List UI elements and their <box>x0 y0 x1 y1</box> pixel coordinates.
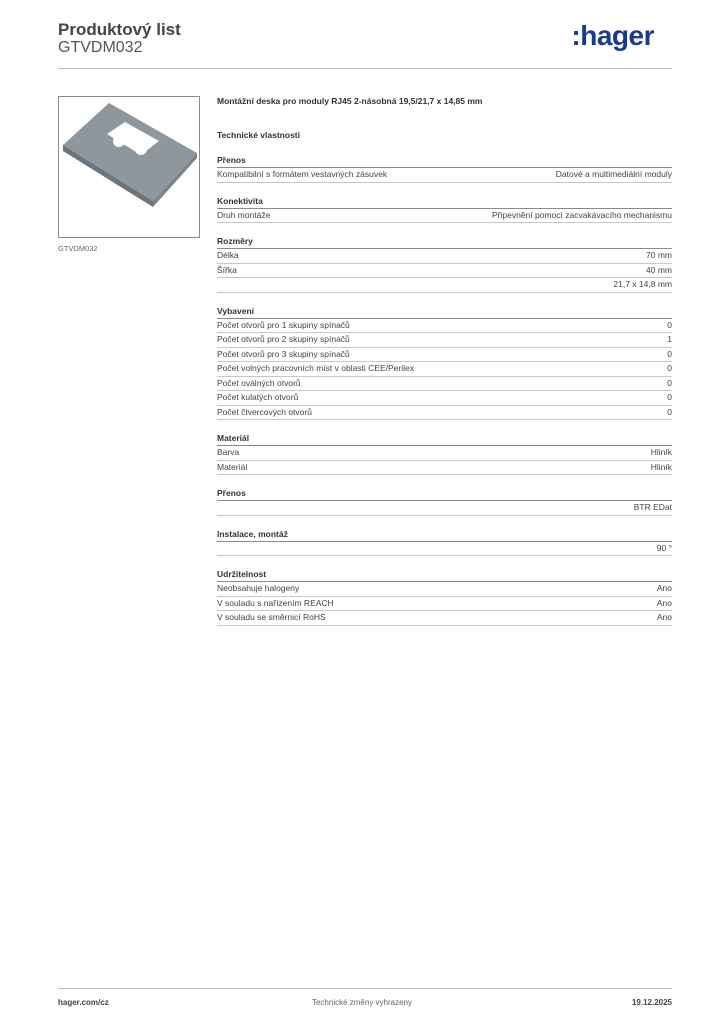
property-label: Neobsahuje halogeny <box>217 583 300 593</box>
property-row <box>217 611 672 626</box>
property-row <box>217 461 672 476</box>
section-title: Vybavení <box>217 306 672 319</box>
property-label: Počet otvorů pro 1 skupiny spínačů <box>217 319 350 330</box>
property-row <box>217 333 672 348</box>
property-label: Počet kulatých otvorů <box>217 392 299 402</box>
property-label: V souladu se směrnicí RoHS <box>217 612 326 622</box>
property-row <box>217 406 672 421</box>
property-value: Ano <box>656 612 672 622</box>
property-row <box>217 501 672 516</box>
property-value: 40 mm <box>646 264 672 275</box>
footer-divider <box>58 988 672 989</box>
mounting-plate-image <box>59 97 199 237</box>
property-row <box>217 168 672 183</box>
property-value: 0 <box>667 377 672 388</box>
property-label: Počet otvorů pro 3 skupiny spínačů <box>217 348 350 359</box>
section-title: Přenos <box>217 155 672 168</box>
property-value: 0 <box>667 348 672 359</box>
header-divider <box>58 68 672 69</box>
property-value: Datové a multimediální moduly <box>555 169 672 179</box>
property-row <box>217 362 672 377</box>
property-value: 0 <box>667 406 672 417</box>
section-title: Přenos <box>217 488 672 501</box>
document-title: Produktový list <box>58 20 181 39</box>
footer-date: 19.12.2025 <box>631 998 672 1007</box>
section-title: Udržitelnost <box>217 569 672 582</box>
property-label: Druh montáže <box>217 209 271 220</box>
property-section <box>217 155 672 183</box>
section-title: Instalace, montáž <box>217 529 672 542</box>
property-value: Ano <box>656 583 672 593</box>
page-header <box>58 20 672 68</box>
section-title: Konektivita <box>217 196 672 209</box>
hager-logo: :hager <box>571 20 654 51</box>
property-value: Hliník <box>650 447 672 457</box>
product-details <box>217 96 672 626</box>
property-label: Počet volných pracovních míst v oblasti CEE/Perilex <box>217 363 414 373</box>
property-row <box>217 249 672 264</box>
property-label: Počet otvorů pro 2 skupiny spínačů <box>217 334 350 344</box>
property-label: Počet čtvercových otvorů <box>217 406 312 417</box>
property-row <box>217 278 672 293</box>
property-row <box>217 209 672 224</box>
property-row <box>217 597 672 612</box>
property-label: Barva <box>217 447 240 457</box>
property-label: V souladu s nařízením REACH <box>217 597 334 608</box>
property-value: BTR EDat <box>633 502 672 512</box>
property-value: 1 <box>667 334 672 344</box>
product-description: Montážní deska pro moduly RJ45 2-násobná 19,5/21,7 x 14,85 mm <box>217 96 483 106</box>
section-title: Materiál <box>217 433 672 446</box>
product-image-frame <box>58 96 200 238</box>
footer-notice: Technické změny vyhrazeny <box>311 998 413 1007</box>
property-row <box>217 319 672 334</box>
section-title: Rozměry <box>217 236 672 249</box>
property-value: 21,7 x 14,8 mm <box>613 279 672 289</box>
property-row <box>217 264 672 279</box>
property-row <box>217 542 672 557</box>
property-row <box>217 391 672 406</box>
property-row <box>217 446 672 461</box>
footer-website: hager.com/cz <box>58 998 109 1007</box>
property-value: 0 <box>667 319 672 330</box>
property-label: Počet oválných otvorů <box>217 377 301 388</box>
property-row <box>217 582 672 597</box>
image-caption: GTVDM032 <box>58 244 98 253</box>
property-row <box>217 348 672 363</box>
properties-sections <box>217 155 672 626</box>
property-value: 0 <box>667 363 672 373</box>
property-value: Ano <box>656 597 672 608</box>
property-label: Materiál <box>217 461 248 472</box>
property-section <box>217 529 672 557</box>
property-section <box>217 433 672 475</box>
property-section <box>217 306 672 421</box>
product-code: GTVDM032 <box>58 39 143 56</box>
property-value: 90 ° <box>656 542 672 553</box>
property-section <box>217 488 672 516</box>
property-section <box>217 569 672 626</box>
technical-properties-heading: Technické vlastnosti <box>217 130 300 140</box>
property-label: Šířka <box>217 264 237 275</box>
property-value: 0 <box>667 392 672 402</box>
property-value: Připevnění pomocí zacvakávacího mechanismu <box>491 209 672 220</box>
property-section <box>217 236 672 293</box>
property-value: Hliník <box>650 461 672 472</box>
property-section <box>217 196 672 224</box>
property-label: Kompatibilní s formátem vestavných zásuvek <box>217 169 388 179</box>
property-value: 70 mm <box>646 250 672 260</box>
property-label: Délka <box>217 250 239 260</box>
property-row <box>217 377 672 392</box>
